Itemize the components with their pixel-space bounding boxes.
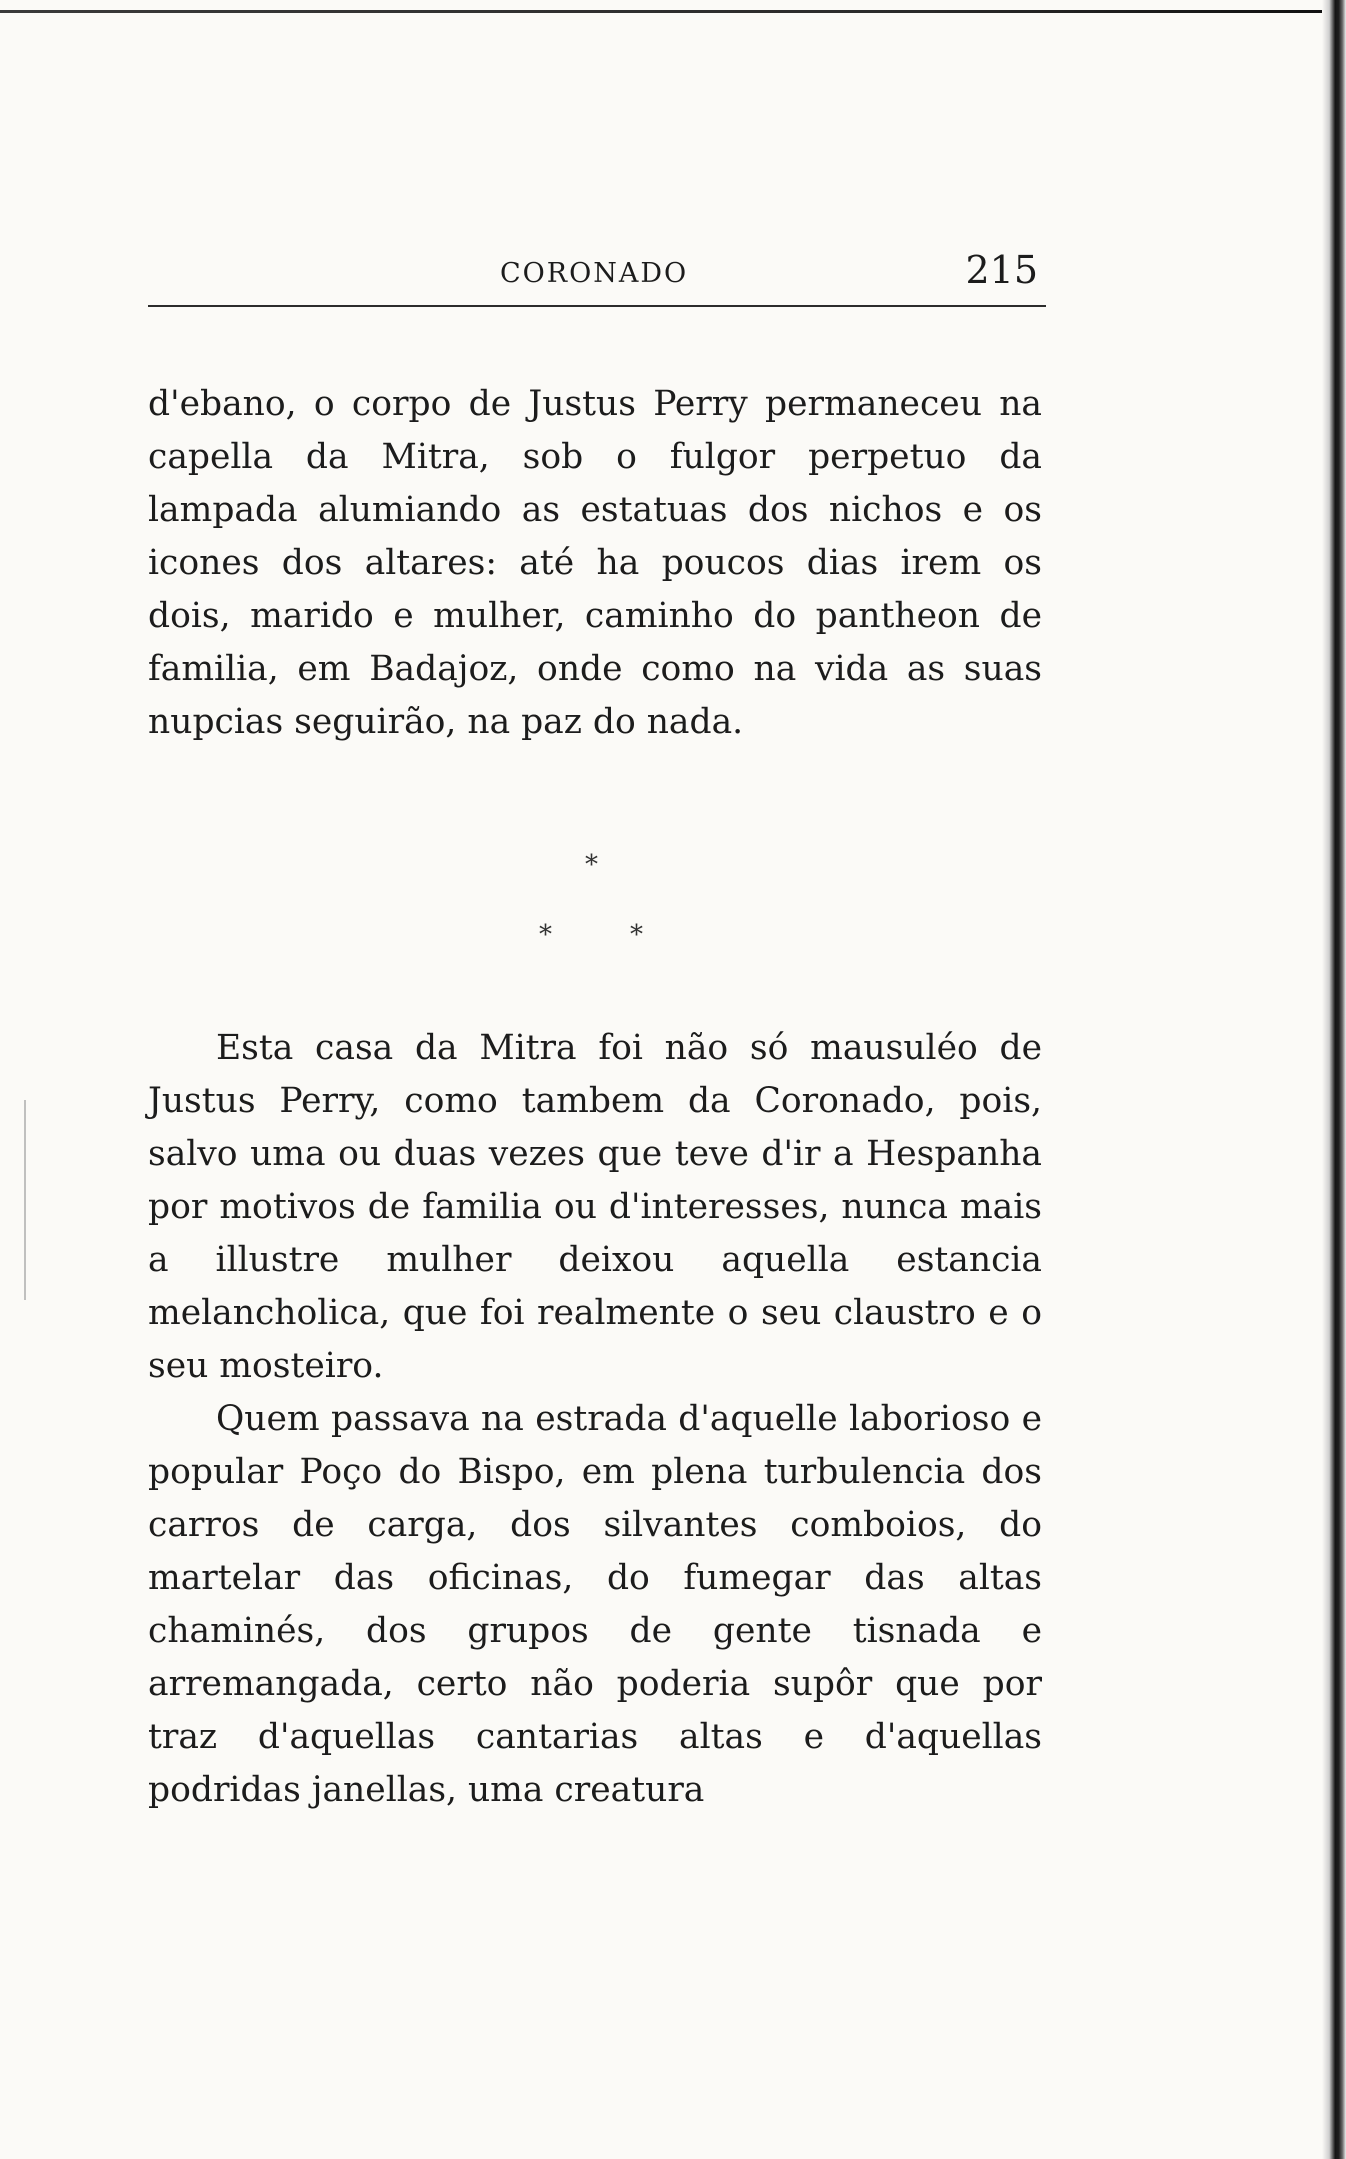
section-break-star: * [585,850,598,880]
section-break-star: * [539,920,552,950]
page-number: 215 [965,248,1038,292]
scan-page-edge [1322,0,1346,2159]
scan-margin-mark [24,1100,26,1300]
paragraph-esta-casa: Esta casa da Mitra foi não só mausuléo de Justus Perry, como tambem da Coronado, pois, salvo uma ou duas vezes que teve d'ir a Hespanha por motivos de familia ou d'interesses, nunca mais a illustre mulher deixou aquella estancia melancholica, que foi realmente o seu claustro e o seu mosteiro. [148,1028,1042,1386]
scan-top-rule [0,10,1322,13]
running-head [148,248,1046,300]
paragraph-quem-passava: Quem passava na estrada d'aquelle laborioso e popular Poço do Bispo, em plena turbulencia dos carros de carga, dos silvantes comboios, do martelar das oficinas, do fumegar das altas chaminés, dos grupos de gente tisnada e arremangada, certo não poderia supôr que por traz d'aquellas cantarias altas e d'aquellas podridas janellas, uma creatura [148,1399,1042,1810]
paragraph-continued: d'ebano, o corpo de Justus Perry permaneceu na capella da Mitra, sob o fulgor perpetuo da lampada alumiando as estatuas dos nichos e os icones dos altares: até ha poucos dias irem os dois, marido e mulher, caminho do pantheon de familia, em Badajoz, onde como na vida as suas nupcias seguirão, na paz do nada. [148,384,1042,742]
header-rule [148,305,1046,307]
paragraph-block-1 [148,378,1042,749]
section-break-star: * [630,920,643,950]
running-title: CORONADO [500,258,689,289]
paragraph-block-2 [148,1022,1042,1817]
